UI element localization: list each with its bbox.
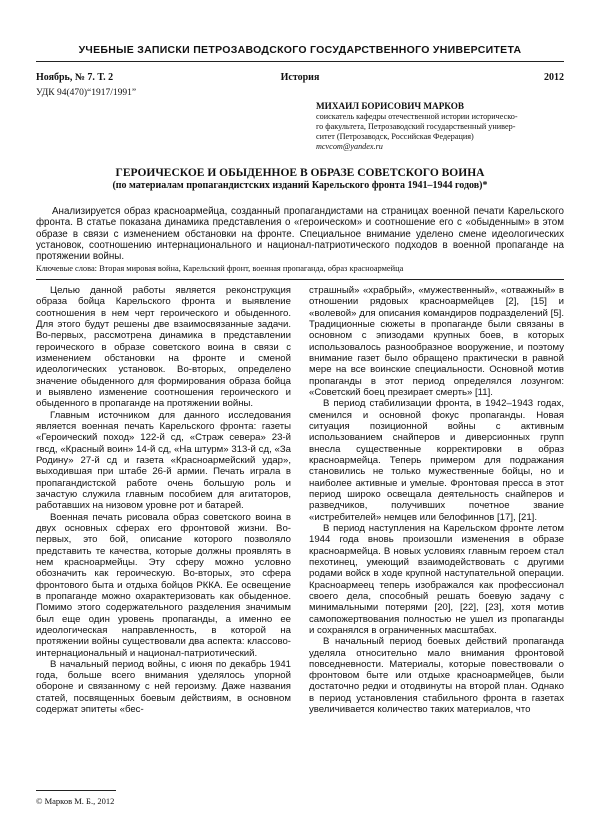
author-name: МИХАИЛ БОРИСОВИЧ МАРКОВ — [316, 101, 465, 111]
abstract-text: Анализируется образ красноармейца, созданный пропагандистами на страницах военной печати Карельского фронта. В статье показана динамика представления о «героическом» и соотношение его с «обыденным» в этом образе в связи с изменением обстановки на фронте. Специальное внимание уделено смене идеологических установок, соотношению интернационального и национал-патриотического подходов в военной пропаганде на протяжении войны. — [36, 206, 564, 263]
keywords: Ключевые слова: Вторая мировая война, Карельский фронт, военная пропаганда, образ красноармейца — [36, 264, 404, 274]
right-column — [309, 285, 564, 715]
section-name: История — [280, 72, 320, 83]
author-affiliation-line: го факультета, Петрозаводский государственный универ- — [316, 122, 516, 131]
issue-info: Ноябрь, № 7. Т. 2 — [36, 72, 114, 83]
paragraph: Целью данной работы является реконструкция образа бойца Карельского фронта и выявление соотношения в нем черт героического и обыденного. Для этого будут решены две взаимосвязанные задачи. Во-первых, рассмотрена динамика в представлении героического в образе советского воина в связи с изменением обстановки на фронте и сменой идеологических установок. Во-вторых, определено значение обыденного для формирования образа бойца и выявлено изменение соотношения героического и обыденного в пропаганде на протяжении войны. — [36, 285, 291, 410]
paragraph: В период наступления на Карельском фронте летом 1944 года вновь произошли изменения в образе красноармейца. В новых условиях главным героем стал пехотинец, умеющий взаимодействовать с другими родами войск в ходе крупной наступательной операции. Красноармеец теперь изображался как профессионал своего дела, способный решать боевую задачу с минимальными потерями [20], [22], [23], хотя мотив самопожертвования полностью не ушел из пропаганды и сохранялся в ограниченных масштабах. — [309, 522, 564, 636]
year: 2012 — [544, 72, 564, 83]
udc-code: УДК 94(470)“1917/1991” — [36, 88, 137, 98]
article-title — [0, 167, 600, 192]
abstract — [36, 206, 564, 275]
title-subtitle: (по материалам пропагандистских изданий Карельского фронта 1941–1944 годов)* — [112, 180, 488, 191]
left-column — [36, 285, 291, 715]
paragraph: В период стабилизации фронта, в 1942–1943 годах, сменился и основной фокус пропаганды. Новая ситуация позиционной войны с активным использованием снайперов и диверсионных групп внесла существенные корректировки в образ красноармейца. Теперь примером для подражания становились не только мужественные бойцы, но и наиболее активные и умелые. Фронтовая пресса в этот период широко освещала деятельность снайперов и разведчиков, получивших почетное звание «истребителей» немцев или белофиннов [17], [21]. — [309, 398, 564, 523]
author-block — [316, 101, 564, 152]
author-affiliation-line: соискатель кафедры отечественной истории историческо- — [316, 112, 518, 121]
author-affiliation-line: ситет (Петрозаводск, Российская Федерация) — [316, 132, 474, 141]
copyright: © Марков М. Б., 2012 — [36, 796, 115, 806]
paragraph: В начальный период войны, с июня по декабрь 1941 года, больше всего внимания уделялось упорной обороне и связанному с ней героизму. Даже названия статей, посвященных боевым действиям, в основном содержат эпитеты «бес- — [36, 658, 291, 716]
footnote-rule — [36, 790, 116, 791]
paragraph: Главным источником для данного исследования является военная печать Карельского фронта: газеты «Героический поход» 122-й сд, «Страж севера» 23-й гвсд, «Красный воин» 14-й сд, «На штурм» 313-й сд, «За Родину» 27-й сд и газета «Красноармейский удар», выходившая при штабе 26-й армии. Печать играла в пропагандистской работе очень большую роль и зачастую служила главным пособием для агитаторов, работавших на низовом уровне рот и батарей. — [36, 409, 291, 512]
title-main: ГЕРОИЧЕСКОЕ И ОБЫДЕННОЕ В ОБРАЗЕ СОВЕТСКОГО ВОИНА — [115, 167, 485, 179]
journal-title: УЧЕБНЫЕ ЗАПИСКИ ПЕТРОЗАВОДСКОГО ГОСУДАРСТВЕННОГО УНИВЕРСИТЕТА — [78, 44, 522, 56]
paragraph: В начальный период боевых действий пропаганда уделяла относительно мало внимания фронтовой повседневности. Материалы, которые повествовали о фронтовом быте или отдыхе красноармейцев, были достаточно редки и отодвинуты на второй план. Однако в период установления стабильного фронта в газетах увеличивается количество таких материалов, что — [309, 636, 564, 716]
abstract-rule — [36, 279, 564, 280]
paragraph: страшный» «храбрый», «мужественный», «отважный» в отношении рядовых красноармейцев [2], [15] и «волевой» для описания командиров подразделений [5]. Традиционные сюжеты в пропаганде были связаны в основном с эпизодами крупных боев, в которых использовалось разнообразное вооружение, и поэтому внимание газет было обращено практически в равной мере на все воинские специальности. Основной мотив пропаганды в этот период определялся лозунгом: «Советский боец презирает смерть» [11]. — [309, 285, 564, 398]
paragraph: Военная печать рисовала образ советского воина в двух основных сферах его фронтовой жизни. Во-первых, это бой, описание которого позволяло представить те качества, которые должны проявлять в нем красноармейцы. Эту сферу можно условно обозначить как героическую. Во-вторых, это сфера фронтового быта и отдыха бойцов РККА. Ее освещение в пропаганде можно охарактеризовать как обыденное. Помимо этого содержательного разделения значимым был еще один уровень пропаганды, а именно ее идеологическая направленность, в которой на протяжении войны существовали два аспекта: классово-интернациональный и национал-патриотический. — [36, 511, 291, 659]
header-rule — [36, 61, 564, 62]
author-email[interactable]: mcvcom@yandex.ru — [316, 142, 383, 151]
